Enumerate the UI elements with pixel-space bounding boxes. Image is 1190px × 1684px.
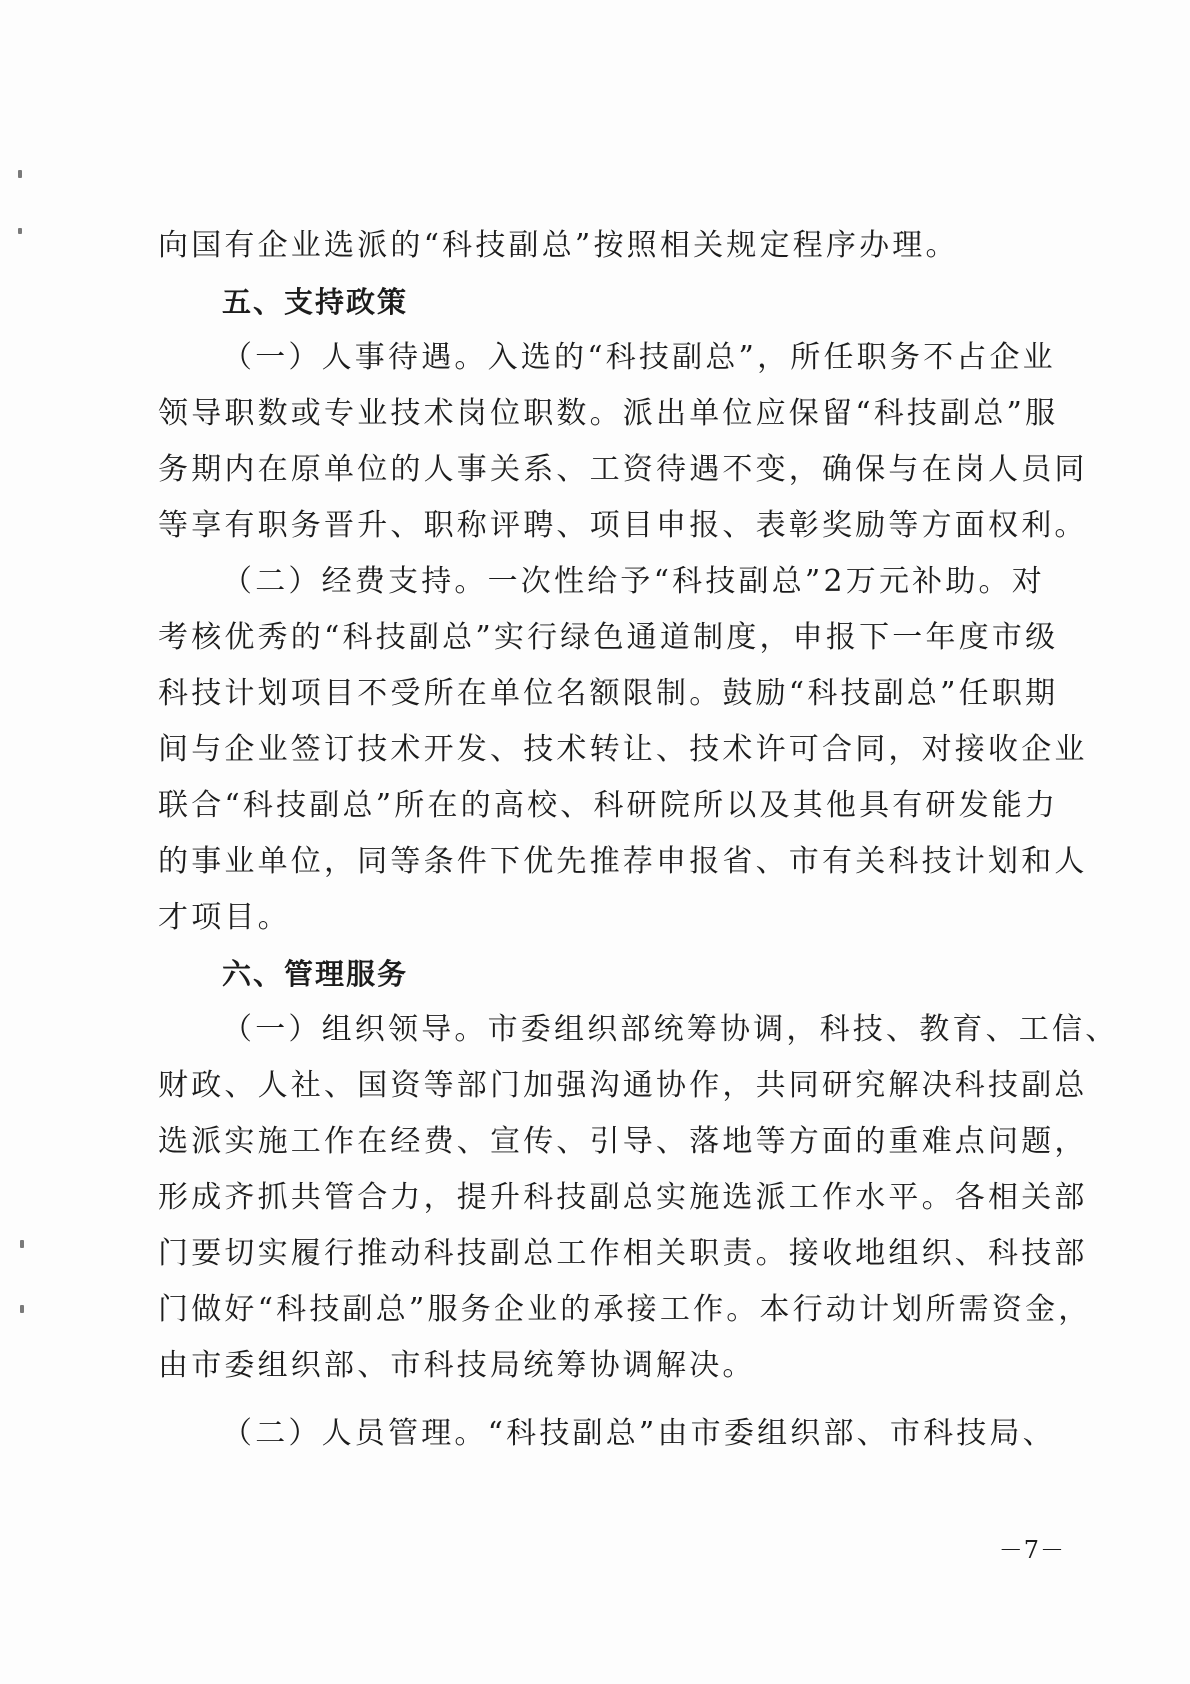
- body-line: 等享有职务晋升、职称评聘、项目申报、表彰奖励等方面权利。: [158, 508, 1088, 543]
- body-line: 选派实施工作在经费、宣传、引导、落地等方面的重难点问题，: [158, 1124, 1088, 1159]
- body-line: 门要切实履行推动科技副总工作相关职责。接收地组织、科技部: [158, 1236, 1088, 1271]
- paragraph-start: （一）组织领导。市委组织部统筹协调，科技、教育、工信、: [222, 1012, 1119, 1047]
- body-line: 由市委组织部、市科技局统筹协调解决。: [158, 1348, 756, 1383]
- body-line: 财政、人社、国资等部门加强沟通协作，共同研究解决科技副总: [158, 1068, 1088, 1103]
- body-line: 联合“科技副总”所在的高校、科研院所以及其他具有研发能力: [158, 788, 1059, 823]
- body-line: 的事业单位，同等条件下优先推荐申报省、市有关科技计划和人: [158, 844, 1088, 879]
- scan-mark: [20, 1305, 24, 1313]
- body-line: 间与企业签订技术开发、技术转让、技术许可合同，对接收企业: [158, 732, 1088, 767]
- section-heading: 五、支持政策: [222, 285, 409, 319]
- page-number: －7－: [998, 1536, 1065, 1564]
- body-line: 形成齐抓共管合力，提升科技副总实施选派工作水平。各相关部: [158, 1180, 1088, 1215]
- scan-mark: [20, 1240, 24, 1248]
- scan-mark: [18, 170, 22, 178]
- body-line: 务期内在原单位的人事关系、工资待遇不变，确保与在岗人员同: [158, 452, 1088, 487]
- paragraph-start: （二）人员管理。“科技副总”由市委组织部、市科技局、: [222, 1416, 1056, 1451]
- body-line: 门做好“科技副总”服务企业的承接工作。本行动计划所需资金，: [158, 1292, 1092, 1327]
- body-line: 领导职数或专业技术岗位职数。派出单位应保留“科技副总”服: [158, 396, 1059, 431]
- scan-mark: [18, 228, 22, 234]
- section-heading: 六、管理服务: [222, 957, 409, 991]
- body-line: 向国有企业选派的“科技副总”按照相关规定程序办理。: [158, 228, 959, 263]
- body-line: 科技计划项目不受所在单位名额限制。鼓励“科技副总”任职期: [158, 676, 1059, 711]
- paragraph-start: （一）人事待遇。入选的“科技副总”，所任职务不占企业: [222, 340, 1056, 375]
- body-line: 考核优秀的“科技副总”实行绿色通道制度，申报下一年度市级: [158, 620, 1059, 655]
- paragraph-start: （二）经费支持。一次性给予“科技副总”2万元补助。对: [222, 564, 1045, 599]
- body-line: 才项目。: [158, 900, 291, 935]
